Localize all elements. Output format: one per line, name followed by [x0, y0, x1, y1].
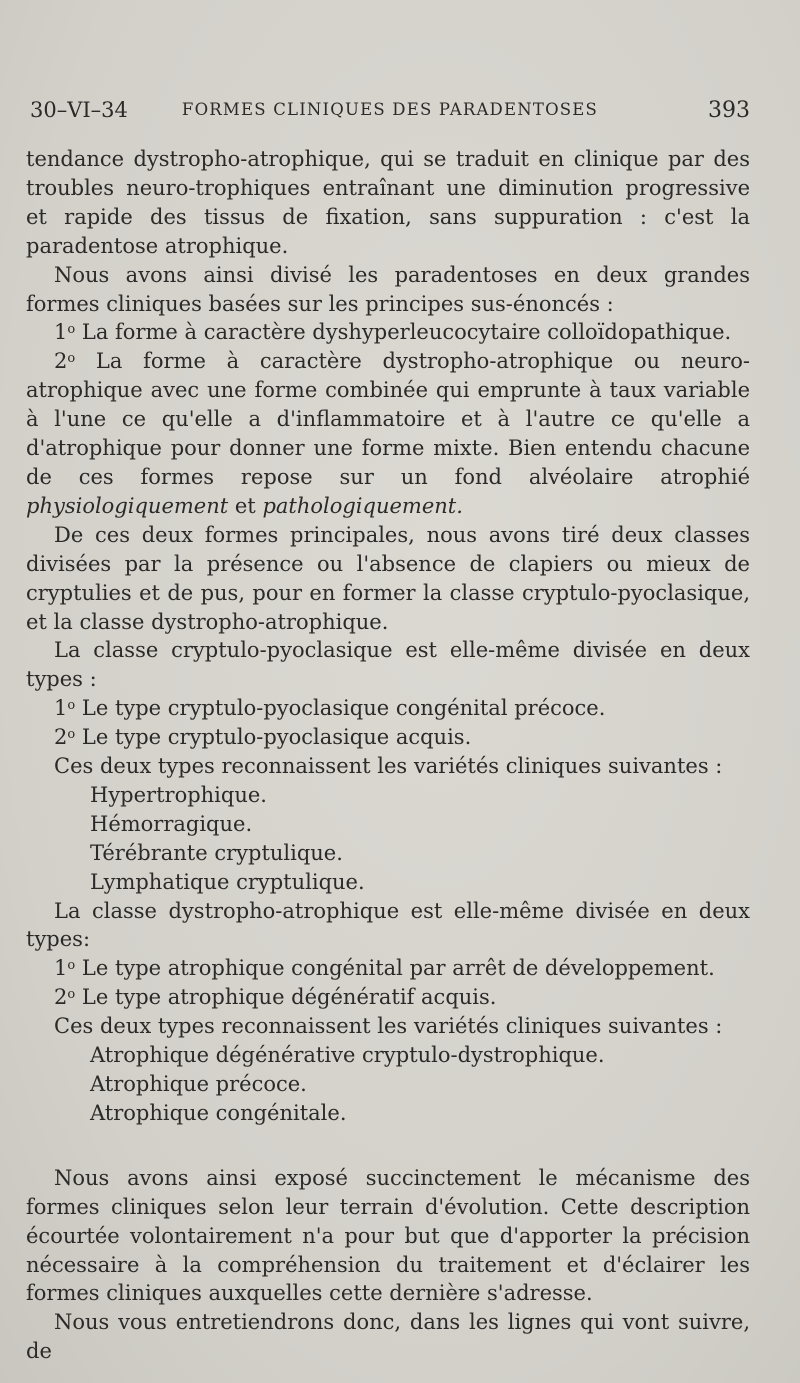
page-number: 393: [708, 98, 750, 123]
section-gap: [26, 1128, 750, 1164]
paragraph: La classe dystropho-atrophique est elle-même divisée en deux types:: [26, 898, 750, 952]
variety-item: Lymphatique cryptulique.: [90, 869, 365, 894]
paragraph: Nous avons ainsi divisé les paradentoses en deux grandes formes cliniques basées sur les principes sus-énoncés :: [26, 262, 750, 316]
variety-item: Hypertrophique.: [90, 782, 267, 807]
paragraph: De ces deux formes principales, nous avons tiré deux classes divisées par la présence ou l'absence de clapiers ou mieux de cryptulies et de pus, pour en former la classe cryptulo-pyoclasique, et la classe dystropho-atrophique.: [26, 522, 750, 634]
variety-item: Atrophique dégénérative cryptulo-dystrophique.: [90, 1043, 605, 1068]
variety-item: Térébrante cryptulique.: [90, 840, 343, 865]
variety-item: Atrophique congénitale.: [90, 1100, 347, 1125]
list-item: 1$^o$ La forme à caractère dyshyperleucocytaire colloïdopathique.: [54, 320, 732, 345]
list-item: 2$^o$ Le type atrophique dégénératif acquis.: [54, 985, 497, 1010]
header-date: 30–VI–34: [30, 98, 128, 122]
body-text: [26, 145, 750, 1366]
list-item: 2$^o$ La forme à caractère dystropho-atrophique ou neuro-atrophique avec une forme combinée qui emprunte à taux variable à l'une ce qu'elle a d'inflammatoire et à l'autre ce qu'elle a d'atrophique pour donner une forme mixte. Bien entendu chacune de ces formes repose sur un fond alvéolaire atrophié physiologiquement et pathologiquement.: [26, 349, 750, 518]
header-title: FORMES CLINIQUES DES PARADENTOSES: [181, 100, 599, 119]
paragraph: Nous vous entretiendrons donc, dans les lignes qui vont suivre, de: [26, 1310, 750, 1364]
variety-item: Atrophique précoce.: [90, 1072, 307, 1096]
running-header: [30, 98, 750, 128]
list-item: 2$^o$ Le type cryptulo-pyoclasique acquis.: [54, 725, 472, 750]
paragraph: Nous avons ainsi exposé succinctement le mécanisme des formes cliniques selon leur terrain d'évolution. Cette description écourtée volontairement n'a pour but que d'apporter la précision nécessaire à la compréhension du traitement et d'éclairer les formes cliniques auxquelles cette dernière s'adresse.: [26, 1165, 750, 1306]
list-item: 1$^o$ Le type atrophique congénital par arrêt de développement.: [54, 956, 715, 981]
variety-item: Hémorragique.: [90, 811, 253, 836]
paragraph: La classe cryptulo-pyoclasique est elle-même divisée en deux types :: [26, 638, 750, 692]
paragraph: Ces deux types reconnaissent les variétés cliniques suivantes :: [54, 754, 723, 779]
paragraph: tendance dystropho-atrophique, qui se traduit en clinique par des troubles neuro-trophiques entraînant une diminution progressive et rapide des tissus de fixation, sans suppuration : c'est la paradentose atrophique.: [26, 147, 750, 258]
list-item: 1$^o$ Le type cryptulo-pyoclasique congénital précoce.: [54, 696, 606, 721]
paragraph: Ces deux types reconnaissent les variétés cliniques suivantes :: [54, 1014, 723, 1039]
